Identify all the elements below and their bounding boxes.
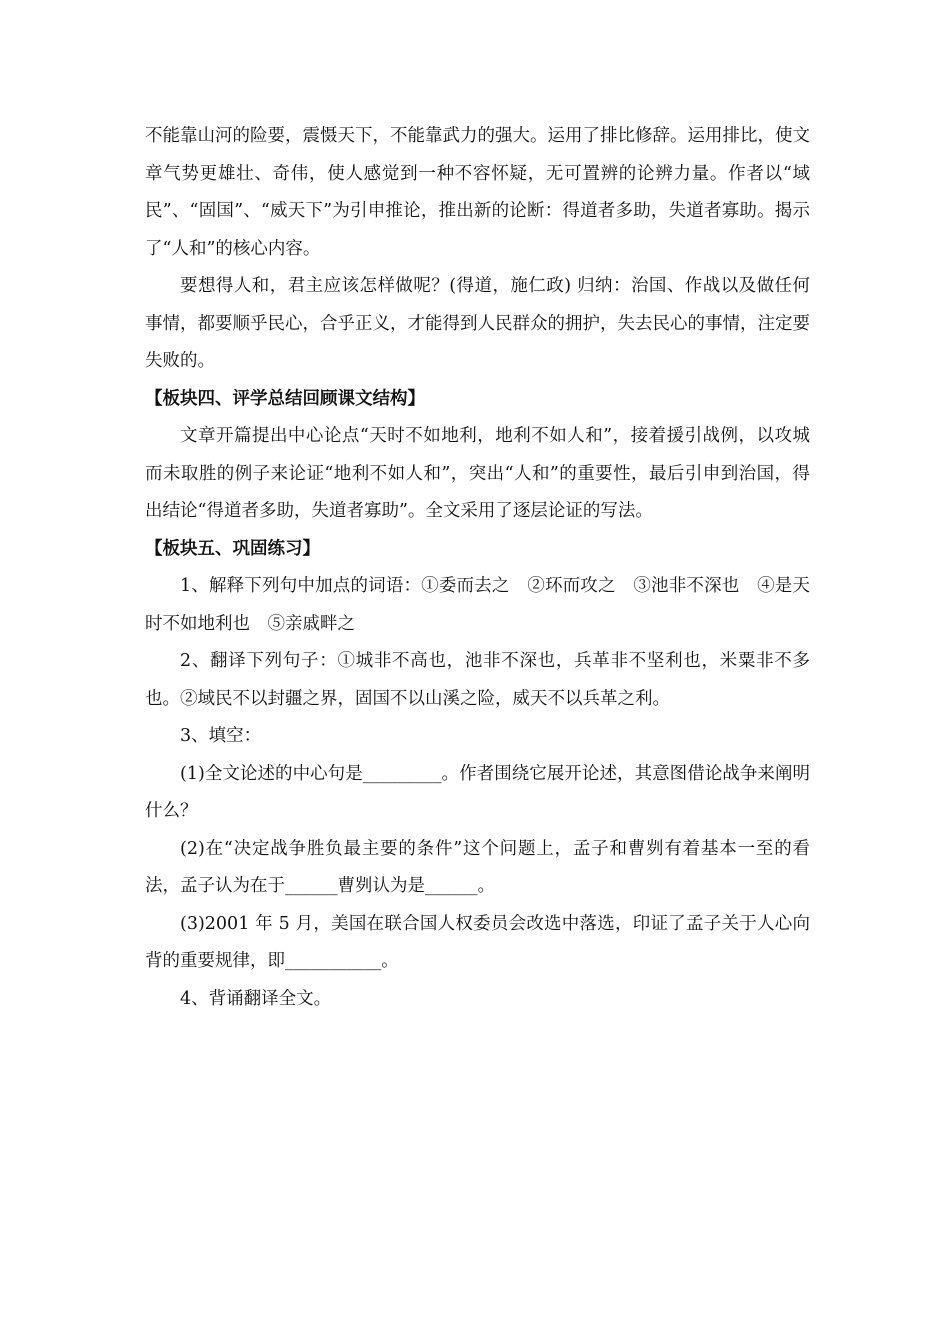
exercise-question-3: 3、填空： <box>180 726 262 746</box>
section-heading-4: 【板块四、评学总结回顾课文结构】 <box>145 388 425 409</box>
exercise-question-1: 1、解释下列句中加点的词语：①委而去之 ②环而攻之 ③池非不深也 ④是天时不如地利也 ⑤亲戚畔之 <box>145 576 810 634</box>
paragraph-renhe-summary: 要想得人和，君主应该怎样做呢？(得道，施仁政) 归纳：治国、作战以及做任何事情，都要顺乎民心，合乎正义，才能得到人民群众的拥护，失去民心的事情，注定要失败的。 <box>145 276 810 371</box>
paragraph-rhetoric-analysis: 不能靠山河的险要，震慑天下，不能靠武力的强大。运用了排比修辞。运用排比，使文章气势更雄壮、奇伟，使人感觉到一种不容怀疑，无可置辨的论辨力量。作者以“域民”、“固国”、“威天下”为引申推论，推出新的论断：得道者多助，失道者寡助。揭示了“人和”的核心内容。 <box>145 126 810 259</box>
exercise-question-3-3: (3)2001 年 5 月，美国在联合国人权委员会改选中落选，印证了孟子关于人心向背的重要规律，即___________。 <box>145 913 810 971</box>
document-page <box>145 118 810 1018</box>
exercise-question-4: 4、背诵翻译全文。 <box>180 988 332 1009</box>
paragraph-structure-review: 文章开篇提出中心论点“天时不如地利，地利不如人和”，接着援引战例，以攻城而未取胜的例子来论证“地利不如人和”，突出“人和”的重要性，最后引申到治国，得出结论“得道者多助，失道者寡助”。全文采用了逐层论证的写法。 <box>145 426 810 521</box>
section-heading-5: 【板块五、巩固练习】 <box>145 538 320 559</box>
exercise-question-2: 2、翻译下列句子：①城非不高也，池非不深也，兵革非不坚利也，米粟非不多也。②域民不以封疆之界，固国不以山溪之险，威天不以兵革之利。 <box>145 651 810 709</box>
exercise-question-3-1: (1)全文论述的中心句是_________。作者围绕它展开论述，其意图借论战争来阐明什么？ <box>145 763 810 821</box>
exercise-question-3-2: (2)在“决定战争胜负最主要的条件”这个问题上，孟子和曹刿有着基本一至的看法，孟子认为在于______曹刿认为是______。 <box>145 838 810 896</box>
